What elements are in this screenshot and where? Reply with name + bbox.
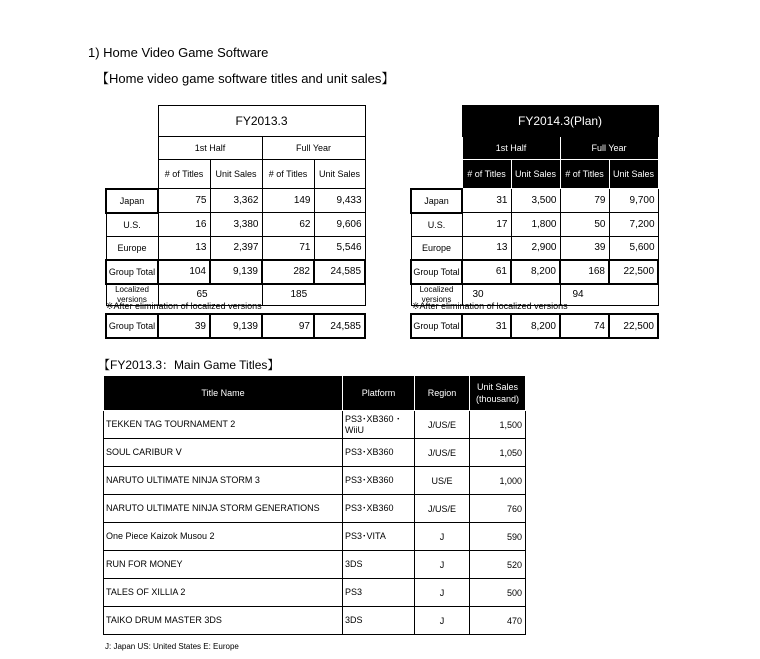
col-sales: Unit Sales	[314, 160, 365, 189]
cell: 9,606	[314, 213, 365, 237]
row-label: U.S.	[106, 213, 158, 237]
cell: 31	[462, 314, 511, 338]
cell: 17	[462, 213, 511, 237]
cell: 24,585	[314, 260, 365, 284]
cell: 74	[560, 314, 609, 338]
cell: 3,380	[210, 213, 262, 237]
games-heading: 【FY2013.3：Main Game Titles】	[98, 358, 280, 372]
cell: 50	[560, 213, 609, 237]
col-titles: # of Titles	[560, 160, 609, 189]
cell: 79	[560, 189, 609, 213]
game-platform: PS3･XB360 ･WiiU	[343, 411, 415, 439]
cell: 282	[262, 260, 314, 284]
cell: 8,200	[511, 260, 560, 284]
fy2013-note: ※After elimination of localized versions	[106, 301, 262, 311]
cell: 3,362	[210, 189, 262, 213]
row-label: Japan	[106, 189, 158, 213]
game-sales: 1,000	[470, 467, 526, 495]
cell: 94	[560, 284, 658, 306]
cell: 104	[158, 260, 210, 284]
fy2014-title: FY2014.3(Plan)	[462, 106, 658, 137]
table-row	[104, 495, 526, 523]
table-row	[104, 439, 526, 467]
cell: 9,139	[210, 260, 262, 284]
cell: 22,500	[609, 314, 658, 338]
game-sales: 590	[470, 523, 526, 551]
row-label: Japan	[411, 189, 462, 213]
game-platform: PS3･XB360	[343, 439, 415, 467]
cell: 24,585	[314, 314, 365, 338]
game-title: TALES OF XILLIA 2	[104, 579, 343, 607]
game-sales: 470	[470, 607, 526, 635]
row-label: Group Total	[106, 314, 158, 338]
fy2013-full-label: Full Year	[262, 137, 365, 160]
cell: 13	[462, 236, 511, 260]
fy2013-table	[105, 105, 366, 306]
cell: 62	[262, 213, 314, 237]
games-table	[103, 375, 526, 635]
col-sales: Unit Sales	[210, 160, 262, 189]
col-titles: # of Titles	[462, 160, 511, 189]
fy2013-half-label: 1st Half	[158, 137, 262, 160]
cell: 2,900	[511, 236, 560, 260]
header-sales: Unit Sales (thousand)	[470, 376, 526, 411]
game-title: TAIKO DRUM MASTER 3DS	[104, 607, 343, 635]
section-heading: 1) Home Video Game Software	[88, 45, 269, 60]
table-row	[104, 579, 526, 607]
cell: 97	[262, 314, 314, 338]
fy2014-final-table	[410, 313, 659, 339]
game-platform: PS3	[343, 579, 415, 607]
game-platform: PS3･XB360	[343, 495, 415, 523]
game-platform: 3DS	[343, 551, 415, 579]
fy2013-title: FY2013.3	[158, 106, 365, 137]
cell: 5,546	[314, 236, 365, 260]
row-label: Group Total	[411, 314, 462, 338]
game-region: J	[415, 607, 470, 635]
table-row	[104, 411, 526, 439]
cell: 9,433	[314, 189, 365, 213]
game-platform: 3DS	[343, 607, 415, 635]
game-title: TEKKEN TAG TOURNAMENT 2	[104, 411, 343, 439]
fy2014-table	[410, 105, 659, 306]
game-region: J	[415, 523, 470, 551]
subheading: 【Home video game software titles and unit sales】	[96, 71, 395, 86]
table-row	[104, 523, 526, 551]
cell: 13	[158, 236, 210, 260]
cell: 61	[462, 260, 511, 284]
fy2014-half-label: 1st Half	[462, 137, 560, 160]
game-platform: PS3･VITA	[343, 523, 415, 551]
cell: 5,600	[609, 236, 658, 260]
game-sales: 520	[470, 551, 526, 579]
header-region: Region	[415, 376, 470, 411]
game-sales: 500	[470, 579, 526, 607]
game-region: US/E	[415, 467, 470, 495]
cell: 7,200	[609, 213, 658, 237]
row-label: Group Total	[106, 260, 158, 284]
game-region: J/US/E	[415, 439, 470, 467]
row-label: Group Total	[411, 260, 462, 284]
game-region: J/US/E	[415, 411, 470, 439]
table-row	[104, 551, 526, 579]
game-title: RUN FOR MONEY	[104, 551, 343, 579]
col-sales: Unit Sales	[609, 160, 658, 189]
row-label: U.S.	[411, 213, 462, 237]
fy2013-final-table	[105, 313, 366, 339]
game-sales: 1,050	[470, 439, 526, 467]
cell: 65	[158, 284, 262, 306]
col-titles: # of Titles	[262, 160, 314, 189]
row-label: Localized versions	[106, 284, 158, 306]
cell: 168	[560, 260, 609, 284]
cell: 1,800	[511, 213, 560, 237]
cell: 39	[158, 314, 210, 338]
cell: 9,700	[609, 189, 658, 213]
cell: 71	[262, 236, 314, 260]
row-label: Europe	[106, 236, 158, 260]
cell: 8,200	[511, 314, 560, 338]
fy2014-full-label: Full Year	[560, 137, 658, 160]
cell: 30	[462, 284, 560, 306]
game-sales: 1,500	[470, 411, 526, 439]
game-title: NARUTO ULTIMATE NINJA STORM GENERATIONS	[104, 495, 343, 523]
game-title: NARUTO ULTIMATE NINJA STORM 3	[104, 467, 343, 495]
row-label: Europe	[411, 236, 462, 260]
game-platform: PS3･XB360	[343, 467, 415, 495]
game-title: SOUL CARIBUR Ⅴ	[104, 439, 343, 467]
cell: 185	[262, 284, 365, 306]
game-region: J	[415, 579, 470, 607]
game-sales: 760	[470, 495, 526, 523]
cell: 22,500	[609, 260, 658, 284]
region-legend: J: Japan US: United States E: Europe	[105, 642, 239, 651]
row-label: Localized versions	[411, 284, 462, 306]
cell: 149	[262, 189, 314, 213]
table-row	[104, 607, 526, 635]
game-title: One Piece Kaizok Musou 2	[104, 523, 343, 551]
game-region: J	[415, 551, 470, 579]
cell: 75	[158, 189, 210, 213]
cell: 2,397	[210, 236, 262, 260]
cell: 31	[462, 189, 511, 213]
game-region: J/US/E	[415, 495, 470, 523]
cell: 3,500	[511, 189, 560, 213]
header-title: Title Name	[104, 376, 343, 411]
cell: 9,139	[210, 314, 262, 338]
cell: 16	[158, 213, 210, 237]
col-titles: # of Titles	[158, 160, 210, 189]
col-sales: Unit Sales	[511, 160, 560, 189]
table-row	[104, 467, 526, 495]
cell: 39	[560, 236, 609, 260]
header-platform: Platform	[343, 376, 415, 411]
fy2014-note: ※After elimination of localized versions	[412, 301, 568, 311]
